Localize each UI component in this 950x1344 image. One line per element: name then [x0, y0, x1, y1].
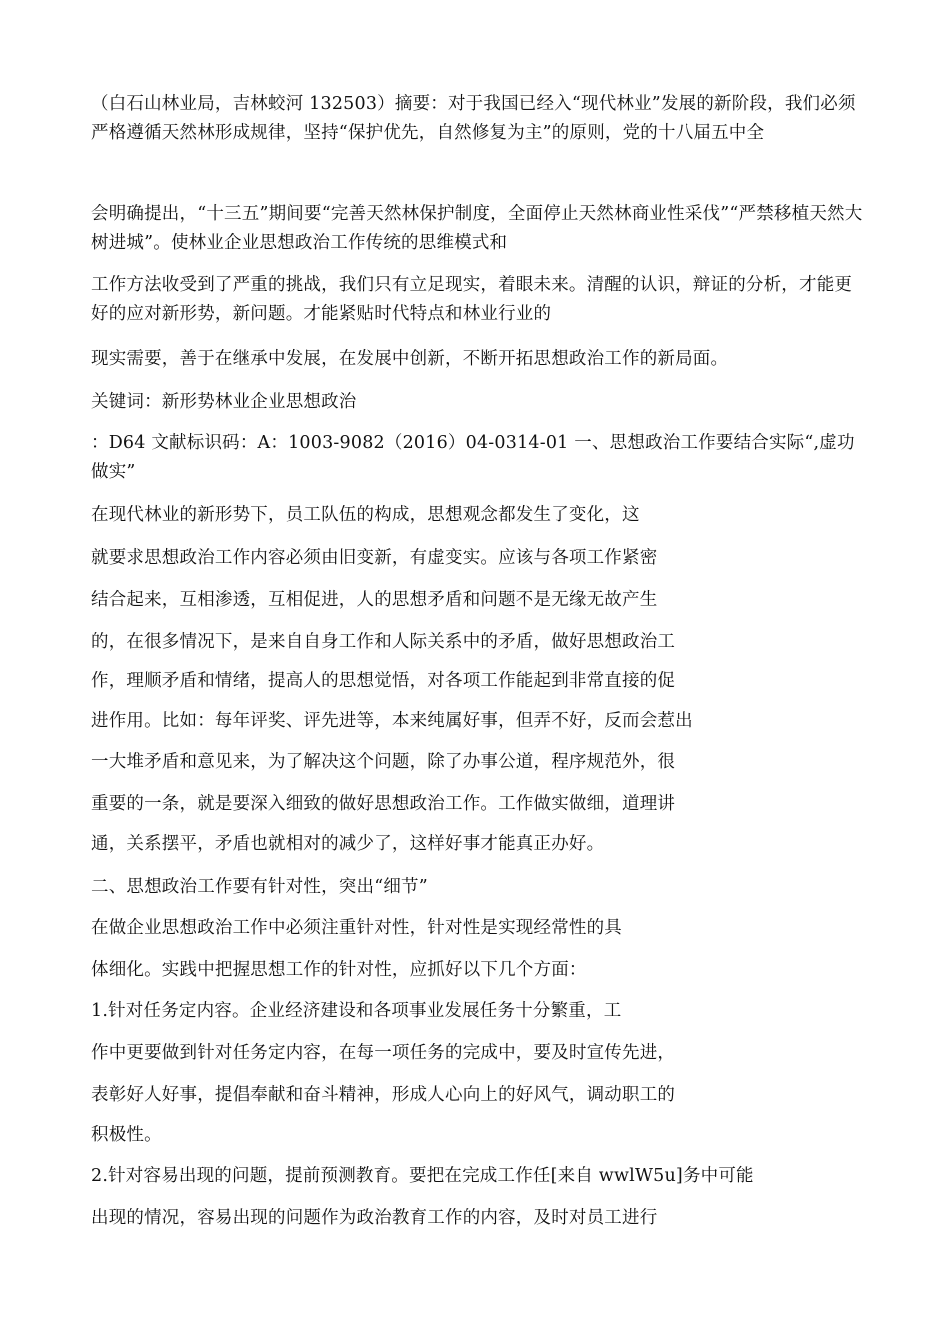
abstract-paragraph-end: 现实需要，善于在继承中发展，在发展中创新，不断开拓思想政治工作的新局面。 — [91, 349, 729, 369]
body-line: 就要求思想政治工作内容必须由旧变新，有虚变实。应该与各项工作紧密 — [91, 548, 658, 568]
body-line: 出现的情况，容易出现的问题作为政治教育工作的内容，及时对员工进行 — [91, 1208, 658, 1228]
list-item-line: 2.针对容易出现的问题，提前预测教育。要把在完成工作任[来自 wwlW5u]务中可能 — [91, 1166, 754, 1186]
abstract-paragraph-continued-2: 工作方法收受到了严重的挑战，我们只有立足现实，着眼未来。清醒的认识，辩证的分析，才能更好的应对新形势，新问题。才能紧贴时代特点和林业行业的 — [91, 275, 853, 324]
body-line: 一大堆矛盾和意见来，为了解决这个问题，除了办事公道，程序规范外，很 — [91, 752, 676, 772]
body-line: 通，关系摆平，矛盾也就相对的减少了，这样好事才能真正办好。 — [91, 834, 605, 854]
section-heading: 二、思想政治工作要有针对性，突出“细节” — [91, 877, 428, 897]
body-line: 积极性。 — [91, 1125, 162, 1145]
list-item-line: 1.针对任务定内容。企业经济建设和各项事业发展任务十分繁重，工 — [91, 1001, 622, 1021]
body-line: 在现代林业的新形势下，员工队伍的构成，思想观念都发生了变化，这 — [91, 505, 640, 525]
body-line: 体细化。实践中把握思想工作的针对性，应抓好以下几个方面： — [91, 960, 587, 980]
body-line: 作，理顺矛盾和情绪，提高人的思想觉悟，对各项工作能起到非常直接的促 — [91, 671, 676, 691]
abstract-paragraph-continued: 会明确提出，“十三五”期间要“完善天然林保护制度，全面停止天然林商业性采伐”“严禁移植天然大树进城”。使林业企业思想政治工作传统的思维模式和 — [91, 204, 863, 253]
body-line: 结合起来，互相渗透，互相促进，人的思想矛盾和问题不是无缘无故产生 — [91, 590, 658, 610]
abstract-paragraph: （白石山林业局，吉林蛟河 132503）摘要：对于我国已经入“现代林业”发展的新阶段，我们必须严格遵循天然林形成规律，坚持“保护优先，自然修复为主”的原则，党的十八届五中全 — [91, 94, 856, 143]
body-line: 重要的一条，就是要深入细致的做好思想政治工作。工作做实做细，道理讲 — [91, 794, 676, 814]
body-line: 表彰好人好事，提倡奉献和奋斗精神，形成人心向上的好风气，调动职工的 — [91, 1085, 676, 1105]
body-line: 的，在很多情况下，是来自自身工作和人际关系中的矛盾，做好思想政治工 — [91, 632, 676, 652]
classification-and-section-heading: ：D64 文献标识码：A：1003-9082（2016）04-0314-01 一、思想政治工作要结合实际“,虚功做实” — [91, 433, 855, 482]
keywords-line: 关键词：新形势林业企业思想政治 — [91, 392, 357, 412]
body-line: 作中更要做到针对任务定内容，在每一项任务的完成中，要及时宣传先进， — [91, 1043, 676, 1063]
body-line: 在做企业思想政治工作中必须注重针对性，针对性是实现经常性的具 — [91, 918, 622, 938]
body-line: 进作用。比如：每年评奖、评先进等，本来纯属好事，但弄不好，反而会惹出 — [91, 711, 693, 731]
